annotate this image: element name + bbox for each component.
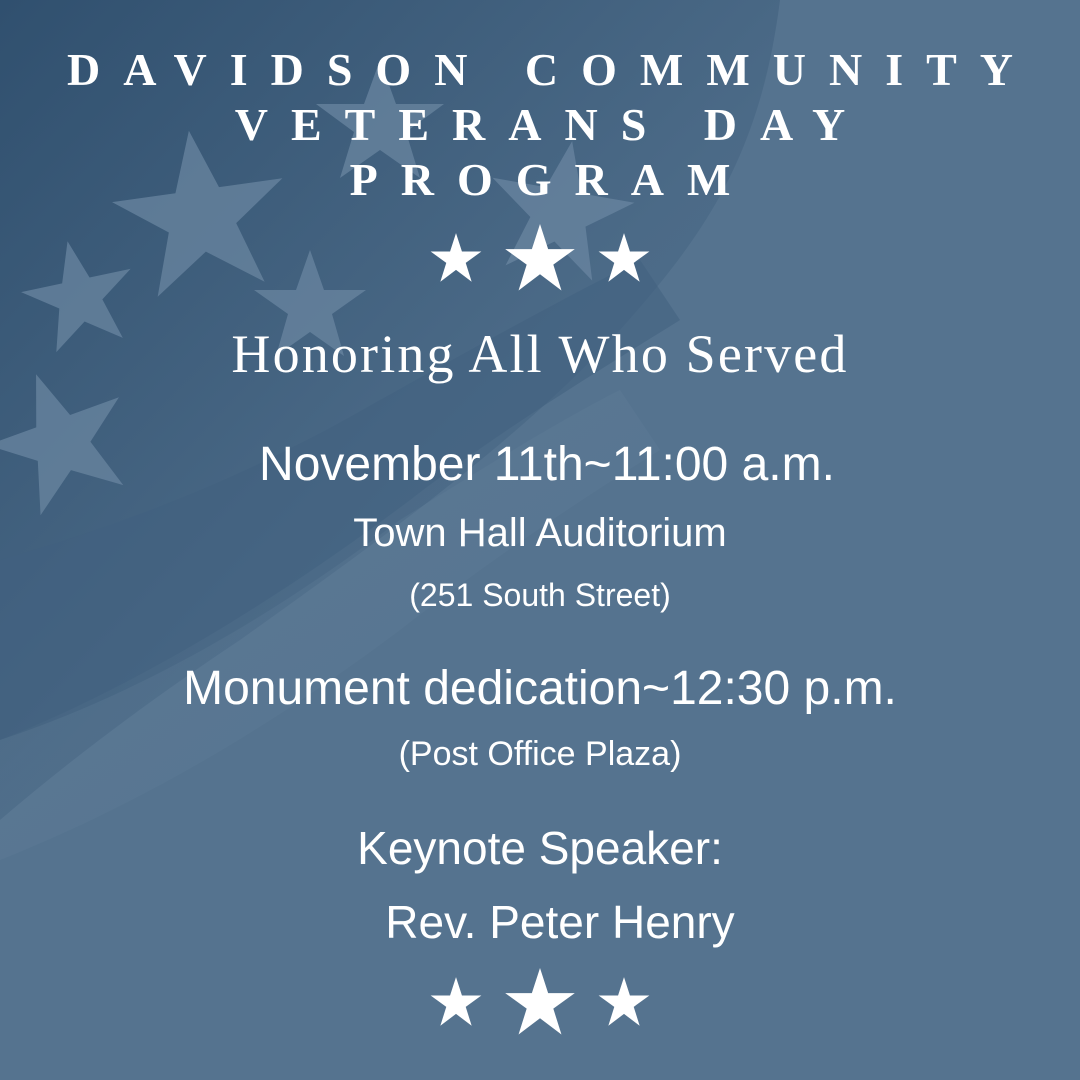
title-line-2: VETERANS DAY bbox=[234, 99, 869, 150]
event-address: (251 South Street) bbox=[409, 577, 671, 613]
star-icon bbox=[503, 221, 577, 295]
star-icon bbox=[503, 965, 577, 1039]
event-venue: Town Hall Auditorium bbox=[353, 511, 727, 555]
keynote-label: Keynote Speaker: bbox=[357, 822, 723, 874]
dedication-location: (Post Office Plaza) bbox=[398, 735, 682, 773]
star-icon bbox=[597, 231, 651, 285]
star-icon bbox=[429, 231, 483, 285]
keynote-speaker-name: Rev. Peter Henry bbox=[385, 896, 735, 948]
star-divider-bottom bbox=[0, 962, 1080, 1042]
subtitle: Honoring All Who Served bbox=[231, 324, 849, 384]
star-icon bbox=[597, 975, 651, 1029]
title-line-3: PROGRAM bbox=[349, 154, 754, 205]
star-icon bbox=[429, 975, 483, 1029]
title-line-1: DAVIDSON COMMUNITY bbox=[66, 44, 1036, 95]
event-date-time: November 11th~11:00 a.m. bbox=[259, 438, 835, 491]
star-divider-top bbox=[0, 218, 1080, 298]
monument-dedication: Monument dedication~12:30 p.m. bbox=[183, 662, 897, 715]
